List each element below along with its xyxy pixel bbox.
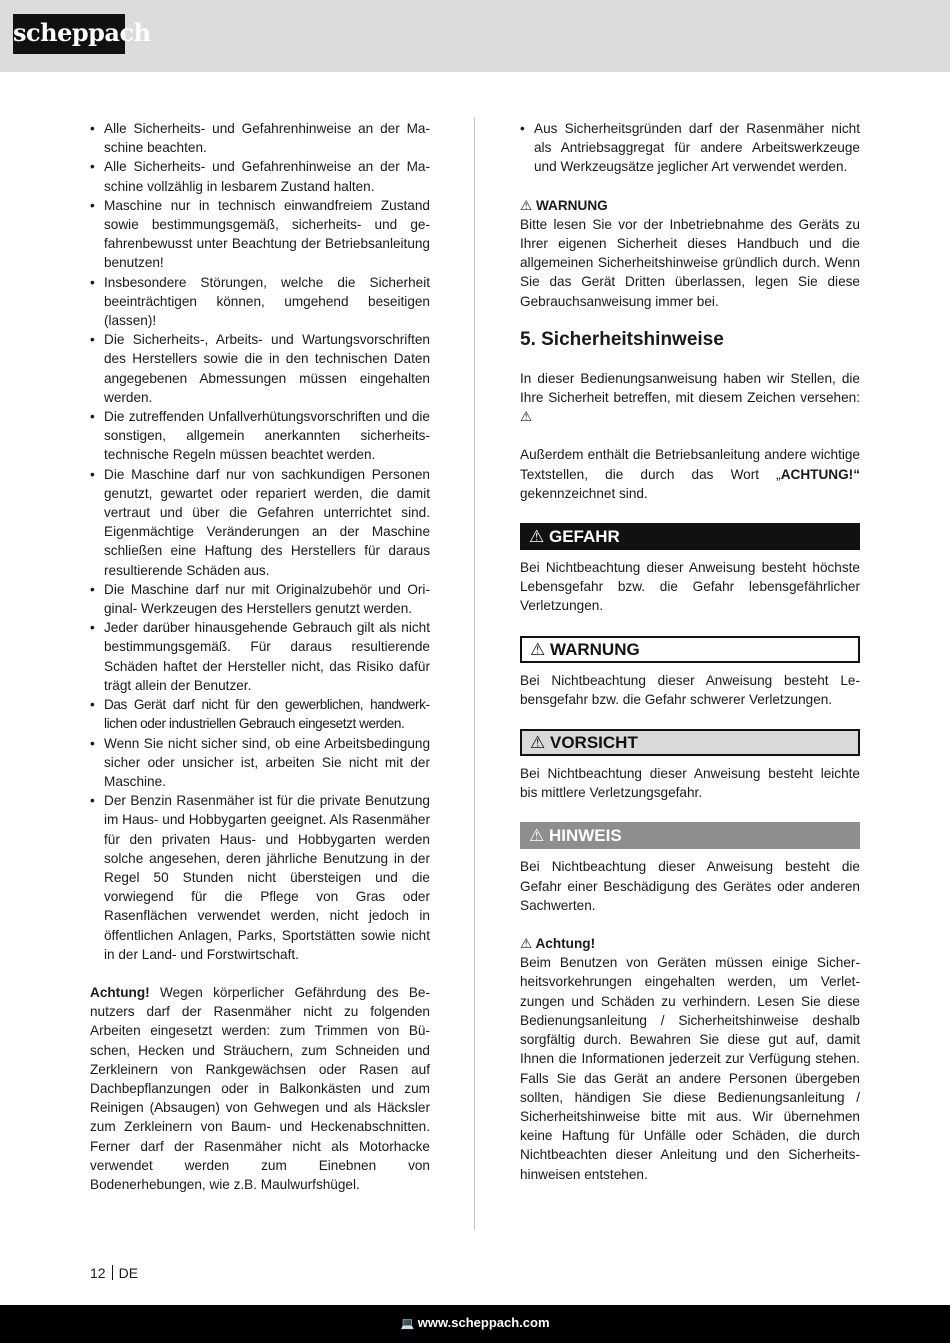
hinweis-box — [520, 822, 860, 849]
note-text: Außerdem enthält die Betriebsanleitung andere wichtige Textstellen, die durch das Wort „ — [520, 447, 860, 482]
intro-text: In dieser Bedienungsanweisung haben wir Stellen, die Ihre Sicherheit betreffen, mit diesem Zeichen versehen: — [520, 370, 860, 406]
right-column — [520, 119, 860, 1184]
note-text-end: gekennzeichnet sind. — [520, 485, 648, 501]
section-heading: 5. Sicherheitshinweise — [520, 328, 724, 350]
right-bullet-list — [520, 119, 860, 177]
achtung-label: Achtung! — [535, 936, 596, 952]
page-number-value: 12 — [90, 1265, 106, 1281]
warning-triangle-icon: ⚠ — [520, 409, 533, 425]
hinweis-label: HINWEIS — [548, 826, 622, 846]
vorsicht-text: Bei Nichtbeachtung dieser Anweisung besteht leichte bis mittlere Verletzungsgefahr. — [520, 766, 860, 801]
list-item: • Die Sicherheits-, Arbeits- und Wartungsvorschriften des Herstellers sowie die in den technischen Daten angegebenen Abmessungen müssen eingehalten werden. — [90, 330, 430, 407]
vorsicht-box — [520, 729, 860, 756]
list-item: • Maschine nur in technisch einwandfreiem Zustand sowie bestimmungsgemäß, sicherheits- und gefahrenbewusst unter Beachtung der Betriebsanleitung benutzen! — [90, 196, 430, 273]
warning-triangle-icon: ⚠ — [530, 733, 546, 753]
achtung-text: Wegen körperlicher Gefährdung des Benutzers darf der Rasenmäher nicht zu folgenden Arbeiten eingesetzt werden: zum Trimmen von Büschen, Hecken und Sträuchern, zum Schneiden und Zerkleinern von Rankgewächsen oder Rasen auf Dachbepflanzungen oder in Balkonkästen und zum Reinigen (Absaugen) von Gehwegen und als Häcksler zum Zerkleinern von Baum- und Heckenabschnitten. Ferner darf der Rasenmäher nicht als Motorhacke verwendet werden zum Einebnen von Bodenerhebungen, wie z.B. Maulwurfshügel. — [90, 984, 430, 1192]
gefahr-text: Bei Nichtbeachtung dieser Anweisung besteht höchste Lebensgefahr bzw. die Gefahr lebensgefährlicher Verletzungen. — [520, 560, 860, 614]
warning-triangle-icon: ⚠ — [530, 639, 546, 659]
hinweis-text: Bei Nichtbeachtung dieser Anweisung besteht die Gefahr einer Beschädigung des Gerätes oder anderen Sachwerten. — [520, 859, 860, 913]
page-number — [90, 1265, 138, 1281]
warnung-title — [520, 196, 860, 215]
warnung-label: WARNUNG — [535, 197, 608, 213]
warnung-box-label: WARNUNG — [549, 639, 640, 659]
website-link[interactable] — [0, 1315, 950, 1330]
gefahr-label: GEFAHR — [548, 527, 620, 547]
vorsicht-label: VORSICHT — [549, 733, 638, 753]
safety-bullet-list — [90, 119, 430, 964]
gefahr-box — [520, 523, 860, 550]
list-item: • Der Benzin Rasenmäher ist für die private Benutzung im Haus- und Hobbygarten geeignet. Als Rasenmäher für den privaten Haus- und Hobbygarten werden solche angesehen, deren jährliche Benutzung in der Regel 50 Stunden nicht übersteigen und die vorwiegend für die Pflege von Gras oder Rasenflächen verwendet werden, nicht jedoch in öffentlichen Anlagen, Parks, Sportstätten sowie nicht in der Land- und Forstwirtschaft. — [90, 791, 430, 964]
warning-triangle-icon: ⚠ — [529, 527, 545, 547]
left-column — [90, 119, 430, 1194]
list-item: • Jeder darüber hinausgehende Gebrauch gilt als nicht bestimmungsgemäß. Für daraus resultierende Schäden haftet der Hersteller nicht, das Risiko dafür trägt allein der Benutzer. — [90, 618, 430, 695]
warnung-box-text: Bei Nichtbeachtung dieser Anweisung besteht Lebensgefahr bzw. die Gefahr schwerer Verletzungen. — [520, 672, 860, 707]
computer-icon: 💻 — [400, 1318, 415, 1330]
list-item: • Alle Sicherheits- und Gefahrenhinweise an der Maschine vollzählig in lesbarem Zustand halten. — [90, 157, 430, 195]
list-item: • Wenn Sie nicht sicher sind, ob eine Arbeitsbedingung sicher oder unsicher ist, arbeiten Sie nicht mit der Maschine. — [90, 734, 430, 792]
achtung-lead: Achtung! — [90, 984, 150, 1000]
warnung-text: Bitte lesen Sie vor der Inbetriebnahme des Geräts zu Ihrer eigenen Sicherheit dieses Handbuch und die allgemeinen Sicherheitshinweise gründlich durch. Wenn Sie das Gerät Dritten überlassen, legen Sie diese Gebrauchsanweisung immer bei. — [520, 216, 860, 309]
website-url: www.scheppach.com — [417, 1315, 550, 1330]
warning-triangle-icon: ⚠ — [529, 826, 545, 846]
warning-triangle-icon: ⚠ — [520, 936, 533, 952]
achtung-paragraph — [90, 983, 430, 1194]
list-item: • Alle Sicherheits- und Gefahrenhinweise an der Maschine beachten. — [90, 119, 430, 157]
list-item: • Die Maschine darf nur mit Originalzubehör und Original- Werkzeugen des Herstellers genutzt werden. — [90, 580, 430, 618]
warnung-box — [520, 636, 860, 663]
scheppach-logo: scheppach — [13, 14, 125, 54]
list-item: • Die zutreffenden Unfallverhütungsvorschriften und die sonstigen, allgemein anerkannten sicherheitstechnische Regeln müssen beachtet werden. — [90, 407, 430, 465]
language-code: DE — [118, 1265, 139, 1281]
list-item: • Aus Sicherheitsgründen darf der Rasenmäher nicht als Antriebsaggregat für andere Arbeitswerkzeuge und Werkzeugsätze jeglicher Art verwendet werden. — [520, 119, 860, 177]
page-header — [0, 0, 950, 72]
achtung-block-text: Beim Benutzen von Geräten müssen einige Sicherheitsvorkehrungen eingehalten werden, um Verletzungen und Schäden zu verhindern. Lesen Sie diese Bedienungsanleitung / Sicherheitshinweise deshalb sorgfältig durch. Bewahren Sie diese gut auf, damit Ihnen die Informationen jederzeit zur Verfügung stehen. Falls Sie das Gerät an andere Personen übergeben sollten, händigen Sie diese Bedienungsanleitung / Sicherheitshinweise bitte mit aus. Wir übernehmen keine Haftung für Unfälle oder Schäden, die durch Nichtbeachten dieser Anleitung und den Sicherheitshinweisen entstehen. — [520, 955, 860, 1182]
list-item: • Das Gerät darf nicht für den gewerblichen, handwerklichen oder industriellen Gebrauch eingesetzt werden. — [90, 695, 430, 733]
note-bold: ACHTUNG!“ — [780, 466, 860, 482]
page-footer — [0, 1305, 950, 1343]
list-item: • Die Maschine darf nur von sachkundigen Personen genutzt, gewartet oder repariert werden, die damit vertraut und über die Gefahren unterrichtet sind. Eigenmächtige Veränderungen an der Maschine schließen eine Haftung des Herstellers für daraus resultierende Schäden aus. — [90, 465, 430, 580]
warning-triangle-icon: ⚠ — [520, 197, 533, 213]
section-note — [520, 445, 860, 503]
column-divider — [474, 117, 475, 1230]
list-item: • Insbesondere Störungen, welche die Sicherheit beeinträchtigen können, umgehend beseitigen (lassen)! — [90, 273, 430, 331]
achtung-title — [520, 934, 860, 953]
section-intro — [520, 369, 860, 427]
